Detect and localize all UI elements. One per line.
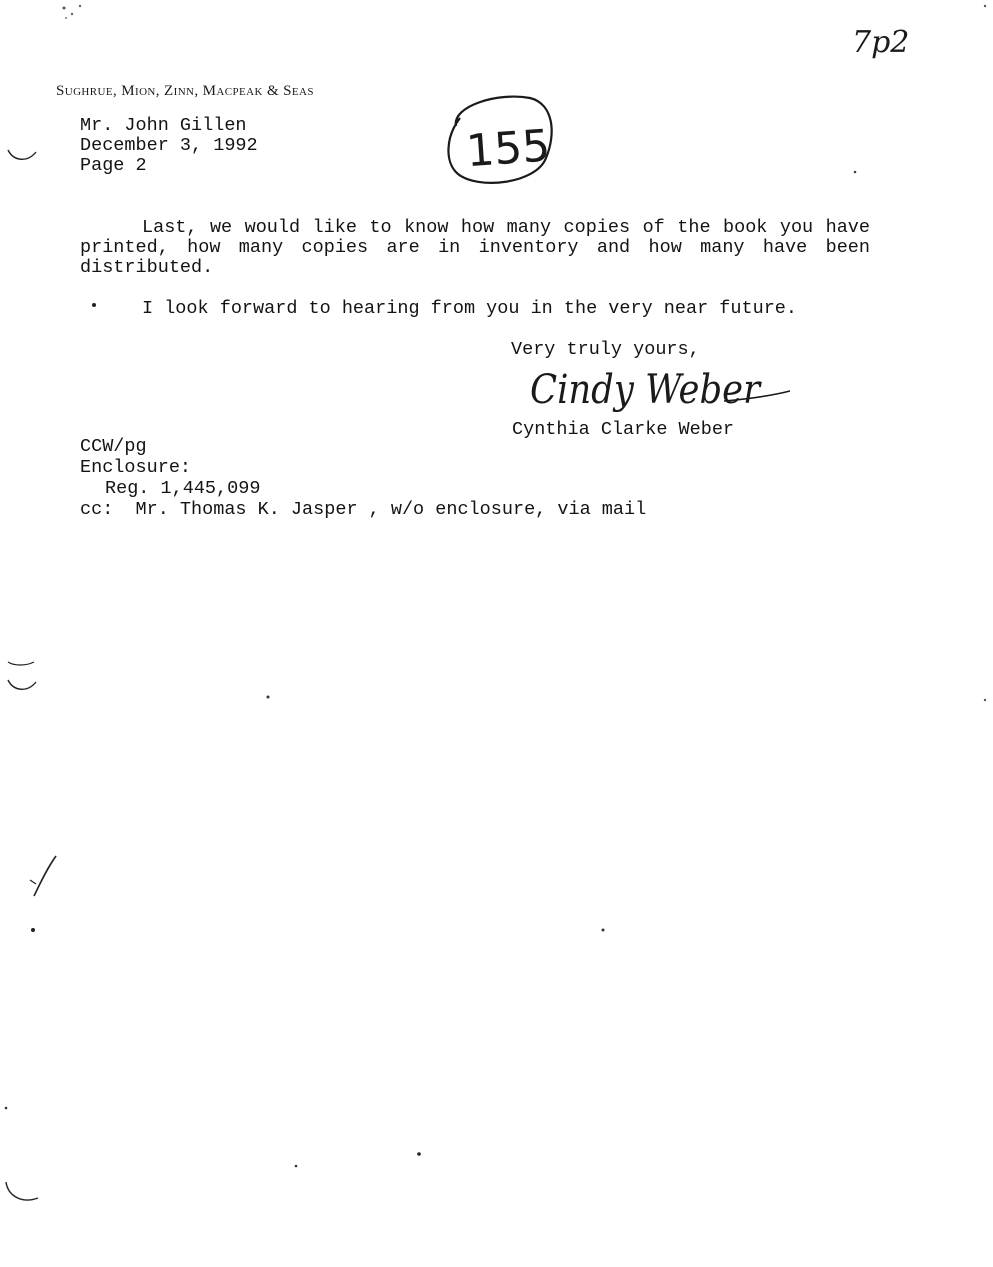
closing-valediction: Very truly yours, <box>511 339 700 360</box>
cc-line: cc: Mr. Thomas K. Jasper , w/o enclosure, via mail <box>80 499 647 520</box>
corner-note-text: 7p2 <box>852 25 910 60</box>
signer-name: Cynthia Clarke Weber <box>512 419 735 440</box>
signature-script: Cindy Weber <box>530 367 763 413</box>
handwritten-signature <box>528 355 798 425</box>
header-recipient: Mr. John Gillen <box>80 115 247 136</box>
body-paragraph-1: Last, we would like to know how many copies of the book you have printed, how many copies are in inventory and how many have been distributed. <box>80 217 870 278</box>
circled-number-stamp <box>438 86 558 194</box>
body-paragraph-2: I look forward to hearing from you in the very near future. <box>142 298 798 319</box>
header-date: December 3, 1992 <box>80 135 258 156</box>
stamp-number: 155 <box>464 120 552 178</box>
corner-handwritten-note <box>850 20 914 70</box>
enclosure-label: Enclosure: <box>80 457 192 478</box>
letterhead-firm-name: Sughrue, Mion, Zinn, Macpeak & Seas <box>56 83 314 99</box>
header-page-number: Page 2 <box>80 155 147 176</box>
enclosure-item: Reg. 1,445,099 <box>105 478 261 499</box>
typist-initials: CCW/pg <box>80 436 147 457</box>
